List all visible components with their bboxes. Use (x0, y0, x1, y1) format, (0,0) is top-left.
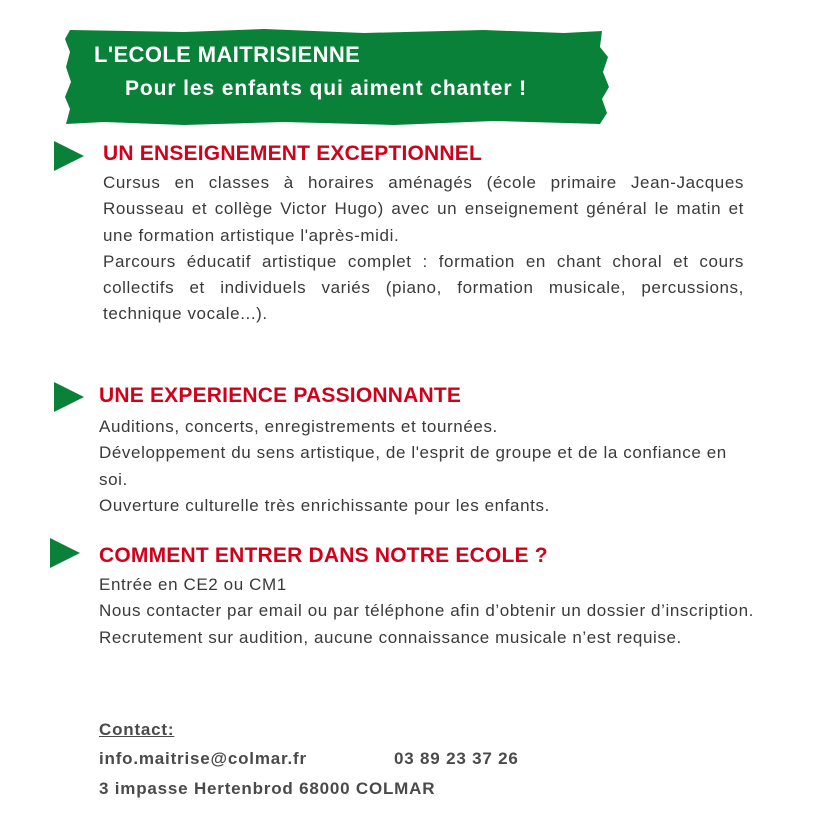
contact-line (99, 749, 659, 773)
paragraph: Entrée en CE2 ou CM1 (99, 575, 287, 594)
title-banner (64, 27, 610, 127)
section-heading: COMMENT ENTRER DANS NOTRE ECOLE ? (99, 544, 548, 567)
play-arrow-icon (53, 140, 85, 172)
section-body (103, 170, 744, 328)
paragraph: Auditions, concerts, enregistrements et tournées. (99, 417, 498, 436)
section-heading: UNE EXPERIENCE PASSIONNANTE (99, 384, 462, 407)
banner-subtitle: Pour les enfants qui aiment chanter ! (125, 77, 528, 100)
paragraph: Ouverture culturelle très enrichissante pour les enfants. (99, 495, 550, 515)
paragraph: Nous contacter par email ou par téléphone afin d’obtenir un dossier d’inscription. (99, 601, 754, 621)
section-body (99, 572, 759, 651)
contact-email[interactable]: info.maitrise@colmar.fr (99, 749, 307, 768)
play-arrow-icon (53, 381, 85, 413)
contact-label: Contact: (99, 720, 175, 739)
paragraph: Cursus en classes à horaires aménagés (école primaire Jean-Jacques Rousseau et collège Victor Hugo) avec un enseignement général le matin et une formation artistique l'après-midi. (103, 173, 744, 245)
banner-title: L'ECOLE MAITRISIENNE (94, 42, 361, 67)
paragraph: Parcours éducatif artistique complet : formation en chant choral et cours collectifs et individuels variés (piano, formation musicale, percussions, technique vocale...). (103, 251, 744, 324)
section-heading: UN ENSEIGNEMENT EXCEPTIONNEL (103, 142, 482, 165)
play-arrow-icon (49, 537, 81, 569)
paragraph: Développement du sens artistique, de l'esprit de groupe et de la confiance en soi. (99, 443, 727, 489)
section-body (99, 414, 744, 519)
contact-phone[interactable]: 03 89 23 37 26 (394, 749, 519, 768)
contact-address: 3 impasse Hertenbrod 68000 COLMAR (99, 779, 436, 798)
paragraph: Recrutement sur audition, aucune connaissance musicale n’est requise. (99, 627, 682, 647)
